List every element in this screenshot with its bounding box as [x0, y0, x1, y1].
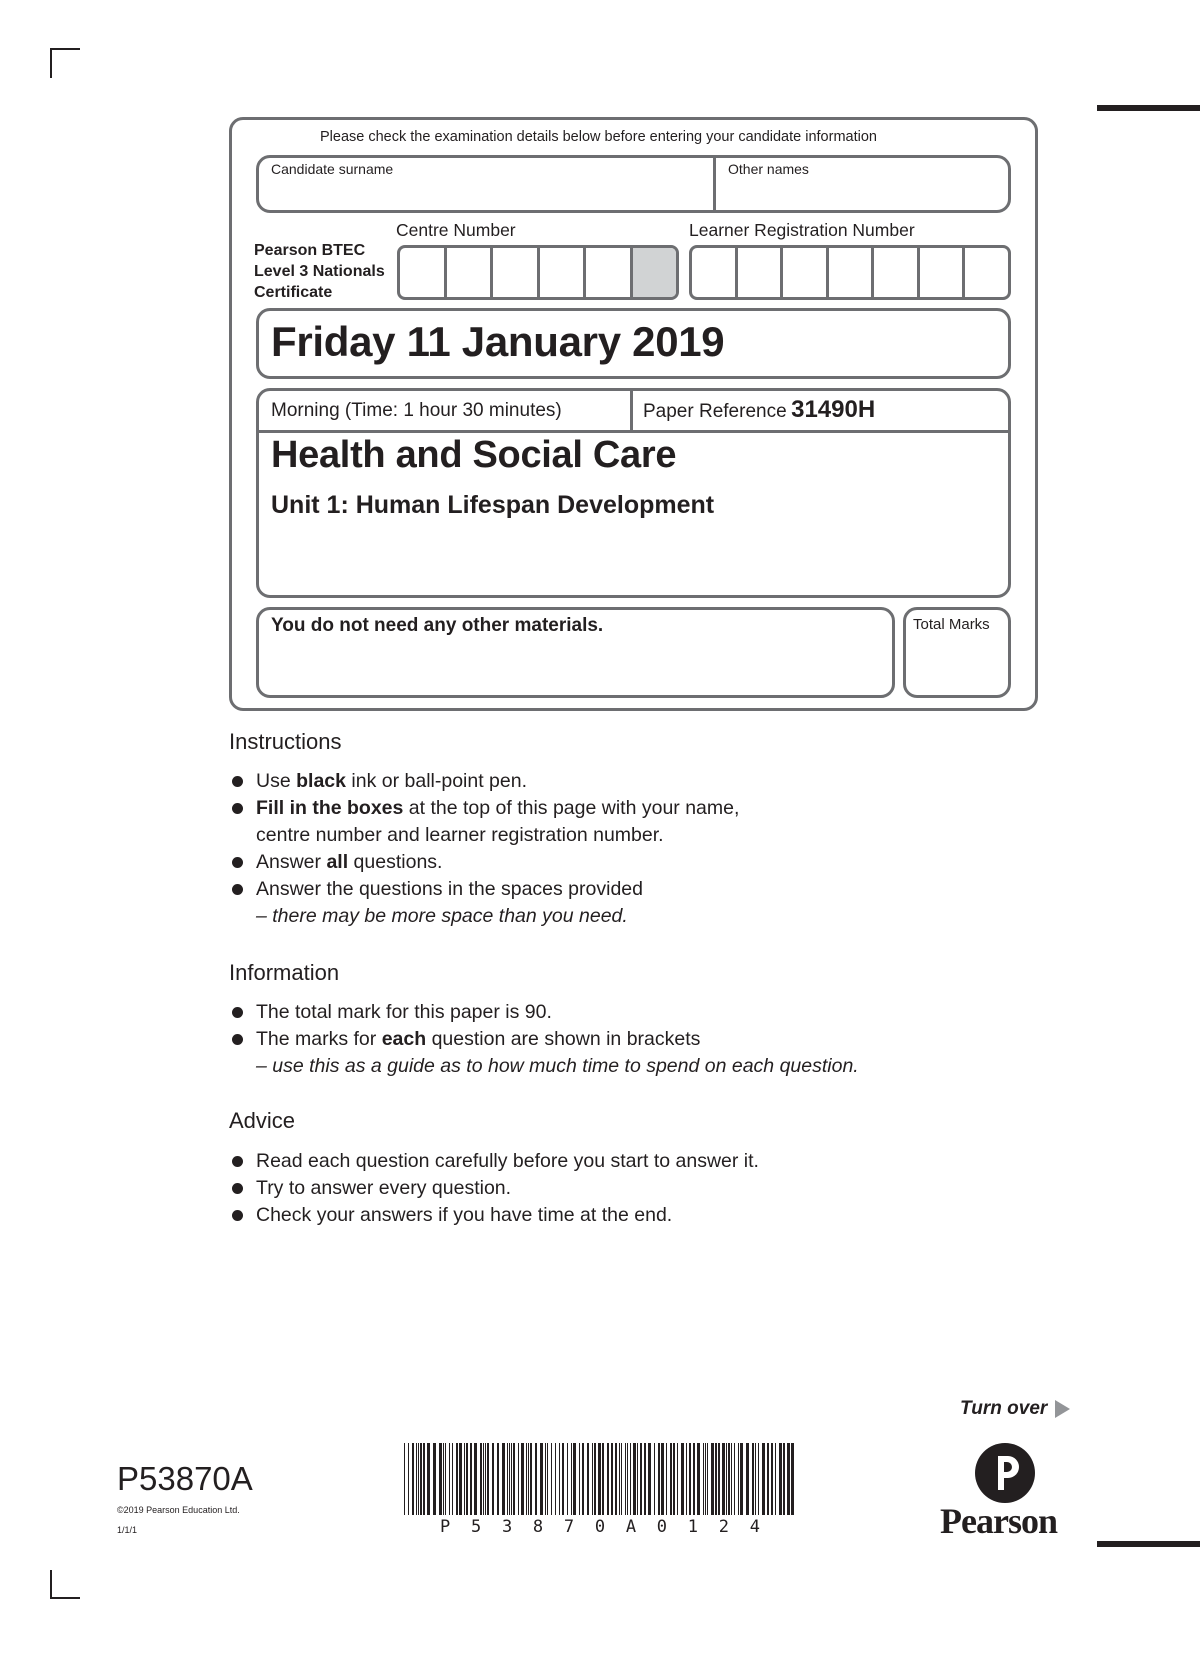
barcode-bar — [521, 1443, 524, 1515]
centre-number-digit[interactable] — [540, 248, 587, 297]
barcode-digit: P — [440, 1517, 451, 1537]
barcode-bar — [535, 1443, 537, 1515]
barcode-bar — [562, 1443, 564, 1515]
barcode-bar — [540, 1443, 543, 1515]
header-note: Please check the examination details below before entering your candidate information — [320, 129, 877, 145]
barcode-bar — [611, 1443, 613, 1515]
barcode-bar — [722, 1443, 725, 1515]
centre-number-boxes — [397, 245, 679, 300]
exam-session: Morning (Time: 1 hour 30 minutes) — [271, 400, 562, 421]
qualification-line-3: Certificate — [254, 284, 333, 301]
instructions-heading: Instructions — [229, 729, 342, 754]
instruction-item: Use black ink or ball-point pen. — [229, 768, 739, 795]
instruction-item: Answer all questions. — [229, 849, 739, 876]
total-marks-label: Total Marks — [913, 616, 990, 633]
barcode-bar — [502, 1443, 505, 1515]
barcode-bar — [791, 1443, 794, 1515]
barcode-bar — [787, 1443, 790, 1515]
barcode-bar — [571, 1443, 572, 1515]
crop-mark-bottom-left-v — [50, 1570, 52, 1599]
barcode-bar — [715, 1443, 717, 1515]
barcode-bar — [767, 1443, 769, 1515]
barcode-bar — [555, 1443, 556, 1515]
bullet-icon — [232, 1007, 243, 1018]
barcode-digits — [440, 1517, 760, 1537]
barcode-digit: 8 — [532, 1517, 544, 1537]
bullet-icon — [232, 884, 243, 895]
centre-number-digit[interactable] — [586, 248, 633, 297]
materials-note: You do not need any other materials. — [271, 615, 604, 636]
barcode-bar — [670, 1443, 672, 1515]
barcode-bar — [487, 1443, 489, 1515]
barcode-bar — [644, 1443, 646, 1515]
candidate-surname-label: Candidate surname — [271, 161, 394, 177]
barcode-bar — [470, 1443, 472, 1515]
turn-over-label: Turn over — [960, 1398, 1048, 1419]
learner-reg-digit[interactable] — [829, 248, 875, 297]
crop-mark-top-left-v — [50, 48, 52, 78]
barcode-bar — [547, 1443, 548, 1515]
barcode-bar — [602, 1443, 604, 1515]
barcode-bar — [755, 1443, 756, 1515]
barcode-bar — [619, 1443, 620, 1515]
barcode-bar — [740, 1443, 743, 1515]
name-divider — [713, 157, 716, 211]
barcode-bar — [545, 1443, 546, 1515]
information-list — [229, 999, 859, 1080]
bullet-icon — [232, 803, 243, 814]
barcode-bar — [718, 1443, 720, 1515]
barcode-digit: 5 — [470, 1517, 482, 1537]
session-divider-h — [258, 430, 1009, 433]
barcode-bar — [677, 1443, 678, 1515]
barcode-bar — [762, 1443, 765, 1515]
barcode-bar — [518, 1443, 519, 1515]
barcode-bar — [573, 1443, 576, 1515]
advice-item: Read each question carefully before you start to answer it. — [229, 1148, 759, 1175]
qualification-line-2: Level 3 Nationals — [254, 263, 385, 280]
barcode-bar — [466, 1443, 468, 1515]
barcode-bar — [464, 1443, 465, 1515]
barcode-bar — [630, 1443, 631, 1515]
paper-reference — [643, 396, 875, 424]
barcode-bar — [474, 1443, 477, 1515]
barcode-bar — [530, 1443, 532, 1515]
learner-reg-digit[interactable] — [874, 248, 920, 297]
barcode-bar — [633, 1443, 636, 1515]
barcode-bar — [607, 1443, 609, 1515]
barcode-bar — [511, 1443, 512, 1515]
candidate-surname-field[interactable] — [262, 178, 707, 208]
barcode-bar — [408, 1443, 409, 1515]
barcode-bar — [513, 1443, 515, 1515]
barcode-bar — [439, 1443, 442, 1515]
advice-item: Try to answer every question. — [229, 1175, 759, 1202]
bullet-icon — [232, 1034, 243, 1045]
barcode-bar — [404, 1443, 405, 1515]
barcode — [402, 1443, 797, 1518]
barcode-bar — [779, 1443, 782, 1515]
barcode-bar — [775, 1443, 776, 1515]
pearson-logo-wordmark: Pearson — [940, 1501, 1057, 1541]
learner-reg-digit[interactable] — [738, 248, 784, 297]
barcode-bar — [587, 1443, 589, 1515]
barcode-digit: 3 — [501, 1517, 513, 1537]
barcode-bar — [673, 1443, 675, 1515]
learner-reg-digit[interactable] — [965, 248, 1008, 297]
session-divider-v — [630, 390, 633, 432]
barcode-bar — [420, 1443, 422, 1515]
barcode-bar — [648, 1443, 651, 1515]
barcode-digit: 2 — [718, 1517, 729, 1537]
bullet-icon — [232, 1156, 243, 1167]
instruction-item: Answer the questions in the spaces provided – there may be more space than you need. — [229, 876, 739, 930]
barcode-digit: 4 — [749, 1517, 760, 1537]
edge-bar-top-right — [1097, 105, 1200, 111]
barcode-bar — [423, 1443, 425, 1515]
turn-over-indicator — [960, 1398, 1070, 1420]
barcode-bar — [752, 1443, 754, 1515]
paper-reference-value: 31490H — [791, 396, 876, 423]
crop-mark-top-left-h — [50, 48, 80, 50]
barcode-bar — [640, 1443, 642, 1515]
barcode-bar — [783, 1443, 785, 1515]
barcode-bar — [526, 1443, 527, 1515]
barcode-bar — [485, 1443, 486, 1515]
exam-date: Friday 11 January 2019 — [271, 318, 725, 365]
barcode-bar — [728, 1443, 730, 1515]
barcode-bar — [416, 1443, 417, 1515]
barcode-bar — [681, 1443, 684, 1515]
paper-reference-label: Paper Reference — [643, 401, 787, 422]
bullet-icon — [232, 776, 243, 787]
barcode-digit: 0 — [656, 1517, 668, 1537]
edge-bar-bottom-right — [1097, 1541, 1200, 1547]
turn-over-arrow-icon — [1055, 1400, 1070, 1418]
instruction-item: Fill in the boxes at the top of this page with your name, centre number and learner registration number. — [229, 795, 739, 849]
barcode-bar — [705, 1443, 706, 1515]
advice-item: Check your answers if you have time at the end. — [229, 1202, 759, 1229]
other-names-label: Other names — [728, 161, 809, 177]
centre-number-digit[interactable] — [447, 248, 494, 297]
barcode-bar — [582, 1443, 584, 1515]
barcode-bar — [627, 1443, 628, 1515]
barcode-bar — [734, 1443, 735, 1515]
pearson-logo-icon — [974, 1442, 1036, 1504]
learner-reg-digit[interactable] — [920, 248, 966, 297]
barcode-bar — [443, 1443, 444, 1515]
barcode-bar — [615, 1443, 617, 1515]
barcode-digit: 7 — [563, 1517, 575, 1537]
learner-registration-boxes — [689, 245, 1011, 300]
barcode-bar — [452, 1443, 453, 1515]
barcode-bar — [598, 1443, 601, 1515]
barcode-bar — [592, 1443, 593, 1515]
learner-registration-label: Learner Registration Number — [689, 220, 915, 240]
barcode-bar — [658, 1443, 660, 1515]
unit-title: Unit 1: Human Lifespan Development — [271, 491, 715, 519]
paper-code: P53870A — [117, 1460, 253, 1497]
barcode-bar — [707, 1443, 708, 1515]
barcode-bar — [509, 1443, 510, 1515]
barcode-bar — [771, 1443, 773, 1515]
bullet-icon — [232, 1183, 243, 1194]
subject-title: Health and Social Care — [271, 434, 677, 476]
centre-number-label: Centre Number — [396, 220, 516, 240]
barcode-bar — [492, 1443, 494, 1515]
barcode-bar — [758, 1443, 759, 1515]
centre-number-digit[interactable] — [493, 248, 540, 297]
centre-number-digit[interactable] — [400, 248, 447, 297]
barcode-bar — [579, 1443, 580, 1515]
barcode-bar — [551, 1443, 552, 1515]
barcode-bar — [412, 1443, 414, 1515]
barcode-bar — [567, 1443, 568, 1515]
barcode-bar — [433, 1443, 436, 1515]
barcode-digit: 1 — [687, 1517, 698, 1537]
version-number: 1/1/1 — [117, 1525, 138, 1535]
barcode-digit: 0 — [594, 1517, 606, 1537]
information-item: The marks for each question are shown in brackets – use this as a guide as to how much time to spend on each question. — [229, 1026, 859, 1080]
barcode-bar — [594, 1443, 596, 1515]
barcode-bar — [746, 1443, 749, 1515]
barcode-bar — [703, 1443, 704, 1515]
qualification-title — [254, 240, 385, 303]
barcode-bar — [731, 1443, 732, 1515]
barcode-bar — [459, 1443, 462, 1515]
barcode-bar — [726, 1443, 727, 1515]
bullet-icon — [232, 857, 243, 868]
barcode-bar — [559, 1443, 560, 1515]
barcode-bar — [625, 1443, 626, 1515]
barcode-bar — [666, 1443, 667, 1515]
instructions-list — [229, 768, 739, 930]
barcode-bar — [637, 1443, 638, 1515]
crop-mark-bottom-left-h — [50, 1597, 80, 1599]
barcode-bar — [528, 1443, 529, 1515]
learner-reg-digit[interactable] — [692, 248, 738, 297]
barcode-bar — [456, 1443, 458, 1515]
barcode-bar — [661, 1443, 664, 1515]
barcode-bar — [697, 1443, 700, 1515]
copyright-notice: ©2019 Pearson Education Ltd. — [117, 1505, 240, 1515]
barcode-bar — [654, 1443, 655, 1515]
barcode-bar — [427, 1443, 430, 1515]
barcode-bar — [449, 1443, 450, 1515]
barcode-bar — [693, 1443, 695, 1515]
barcode-bar — [686, 1443, 687, 1515]
barcode-bar — [418, 1443, 419, 1515]
barcode-bar — [497, 1443, 499, 1515]
centre-number-digit-shaded — [633, 248, 677, 297]
barcode-bar — [480, 1443, 482, 1515]
barcode-bar — [483, 1443, 484, 1515]
barcode-bar — [689, 1443, 691, 1515]
learner-reg-digit[interactable] — [783, 248, 829, 297]
barcode-digit: A — [625, 1517, 637, 1537]
barcode-bar — [738, 1443, 739, 1515]
barcode-bar — [711, 1443, 714, 1515]
information-heading: Information — [229, 960, 340, 985]
information-item: The total mark for this paper is 90. — [229, 999, 859, 1026]
bullet-icon — [232, 1210, 243, 1221]
advice-heading: Advice — [229, 1108, 296, 1133]
advice-list — [229, 1148, 759, 1229]
barcode-bar — [621, 1443, 622, 1515]
qualification-line-1: Pearson BTEC — [254, 242, 366, 259]
barcode-bar — [445, 1443, 446, 1515]
other-names-field[interactable] — [720, 178, 1005, 208]
barcode-bar — [507, 1443, 508, 1515]
